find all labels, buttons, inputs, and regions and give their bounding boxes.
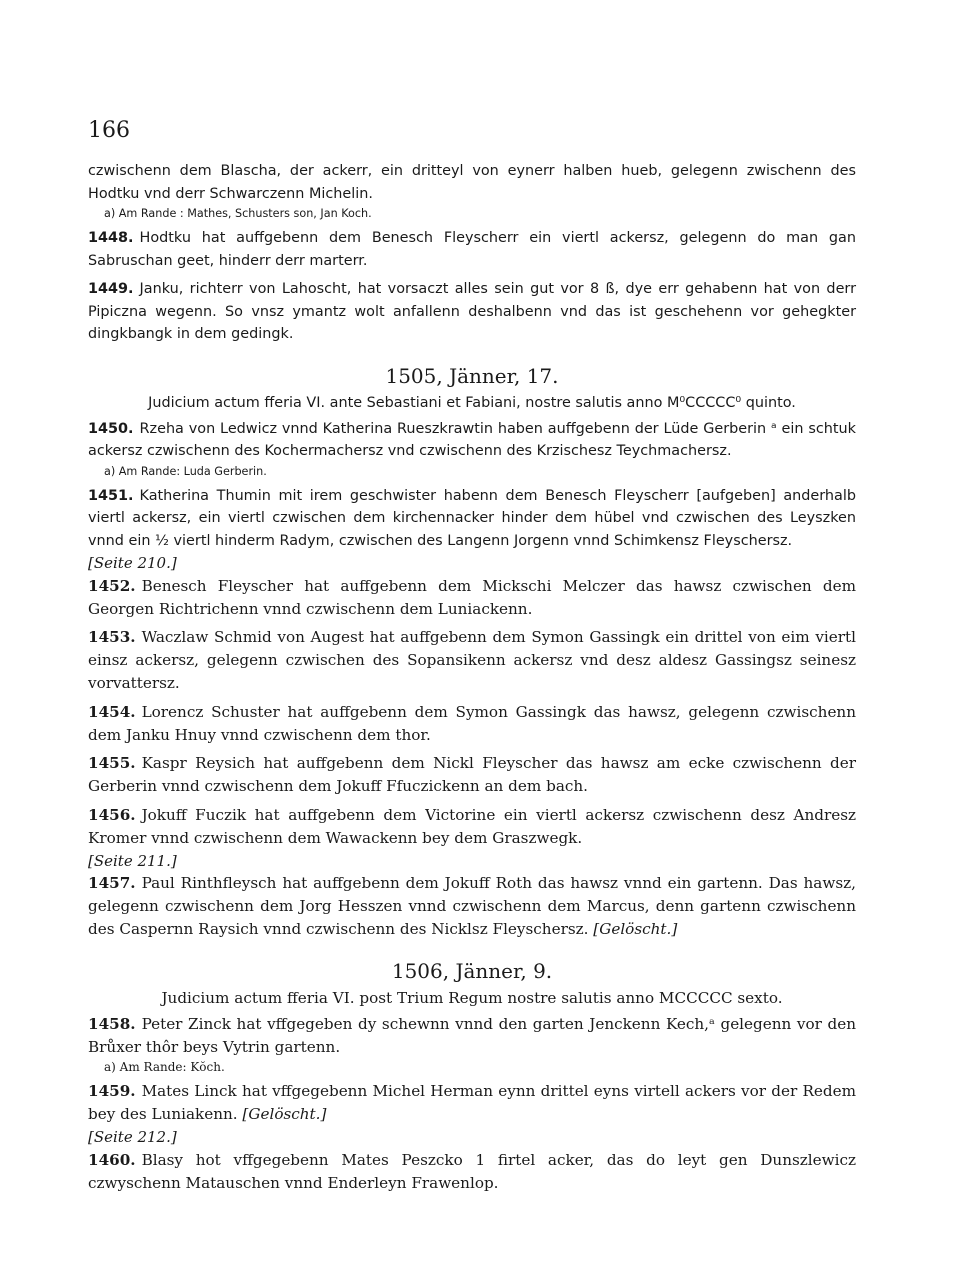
page-number: 166 [88,118,130,143]
entry-1460 [88,1149,856,1195]
entry-number: 1457. [88,874,136,893]
entry-text: Rzeha von Ledwicz vnnd Katherina Rueszkrawtin haben auffgebenn der Lüde Gerberin ᵃ ein schtuk ackersz czwischenn des Kochermachersz vnd czwischenn des Krzischesz Teychmachersz. [88,420,856,459]
entry-text: Lorencz Schuster hat auffgebenn dem Symon Gassingk das hawsz, gelegenn czwischenn dem Janku Hnuy vnnd czwischenn dem thor. [88,702,856,744]
entry-1454 [88,701,856,747]
entry-text: Blasy hot vffgegebenn Mates Peszcko 1 firtel acker, das do leyt gen Dunszlewicz czwyschenn Matauschen vnnd Enderleyn Frawenlop. [88,1150,856,1192]
footnote: a) Am Rande: Luda Gerberin. [104,464,267,478]
entry-text: Benesch Fleyscher hat auffgebenn dem Mickschi Melczer das hawsz czwischen dem Georgen Richtrichenn vnnd czwischenn dem Luniackenn. [88,576,856,618]
entry-text: Jokuff Fuczik hat auffgebenn dem Victorine ein viertl ackersz czwischenn desz Andresz Kromer vnnd czwischenn dem Wawackenn bey dem Graszwegk. [88,805,856,847]
entry-text: Kaspr Reysich hat auffgebenn dem Nickl Fleyscher das hawsz am ecke czwischenn der Gerberin vnnd czwischenn dem Jokuff Ffuczickenn an dem bach. [88,754,856,796]
section-subheading: Judicium actum fferia VI. post Trium Regum nostre salutis anno MCCCCC sexto. [161,988,783,1007]
entry-text: Janku, richterr von Lahoscht, hat vorsaczt alles sein gut vor 8 ß, dye err gehabenn hat von derr Pipiczna wegenn. So vnsz ymantz wolt anfallenn deshalbenn vnd das ist geschehenn vor gehegkter dingkbangk in dem gedingk. [88,281,856,342]
entry-continuation: czwischenn dem Blascha, der ackerr, ein dritteyl von eynerr halben hueb, gelegenn zwischenn des Hodtku vnd derr Schwarczenn Michelin. [88,163,856,202]
entry-1455 [88,752,856,798]
entry-1448 [88,227,856,272]
footnote: a) Am Rande : Mathes, Schusters son, Jan Koch. [104,207,372,220]
section-date-heading: 1506, Jänner, 9. [391,958,553,983]
entry-text: Waczlaw Schmid von Augest hat auffgebenn dem Symon Gassingk ein drittel von eim viertl einsz ackersz, gelegenn czwischen des Sopansikenn ackersz vnd desz aldesz Gassingsz seinesz vorvattersz. [88,628,856,692]
entry-number: 1448. [88,230,134,246]
entry-1459 [88,1080,856,1126]
entry-1453 [88,626,856,694]
page-reference: [Seite 211.] [88,851,177,870]
entry-text: Paul Rinthfleysch hat auffgebenn dem Jokuff Roth das hawsz vnnd ein gartenn. Das hawsz, gelegenn czwischenn dem Jorg Hesszen vnnd czwischenn dem Marcus, denn gartenn czwischenn des Caspernn Raysich vnnd czwischenn des Nicklsz Fleyschersz. [88,874,856,938]
entry-text: Katherina Thumin mit irem geschwister habenn dem Benesch Fleyscherr [aufgeben] anderhalb viertl ackersz, ein viertl czwischen dem kirchennacker hinder dem hübel vnd czwischen des Leyszken vnnd ein ½ viertl hinderm Radym, czwischen des Langenn Jorgenn vnnd Schimkensz Fleyschersz. [88,487,856,549]
entry-number: 1456. [88,805,136,824]
entry-number: 1459. [88,1082,136,1101]
section-subheading: Judicium actum fferia VI. ante Sebastiani et Fabiani, nostre salutis anno M⁰CCCCC⁰ quinto. [148,394,796,411]
section-date-heading: 1505, Jänner, 17. [385,363,559,388]
entry-1457 [88,872,856,940]
page-content [88,160,856,1194]
page-reference: [Seite 212.] [88,1127,177,1146]
entry-number: 1452. [88,576,136,595]
entry-number: 1453. [88,628,136,647]
entry-1450 [88,418,856,463]
entry-number: 1454. [88,702,136,721]
entry-1451 [88,485,856,553]
entry-number: 1451. [88,487,134,504]
deleted-mark: [Gelöscht.] [242,1105,327,1124]
entry-text: Hodtku hat auffgebenn dem Benesch Fleyscherr ein viertl ackersz, gelegenn do man gan Sabruschan geet, hinderr derr marterr. [88,230,856,269]
entry-number: 1455. [88,754,136,773]
footnote: a) Am Rande: Kŏch. [104,1060,225,1075]
page-reference: [Seite 210.] [88,554,177,572]
entry-number: 1460. [88,1150,136,1169]
entry-1458 [88,1013,856,1059]
entry-text: Peter Zinck hat vffgegeben dy schewnn vnnd den garten Jenckenn Kech,ᵃ gelegenn vor den Brůxer thôr beys Vytrin gartenn. [88,1014,856,1056]
entry-number: 1449. [88,281,134,297]
entry-number: 1450. [88,420,134,437]
entry-text: Mates Linck hat vffgegebenn Michel Herman eynn drittel eyns virtell ackers vor der Redem bey des Luniakenn. [88,1082,856,1124]
entry-number: 1458. [88,1014,136,1033]
entry-1449 [88,278,856,346]
deleted-mark: [Gelöscht.] [593,919,678,938]
entry-1456 [88,804,856,850]
entry-1452 [88,575,856,621]
